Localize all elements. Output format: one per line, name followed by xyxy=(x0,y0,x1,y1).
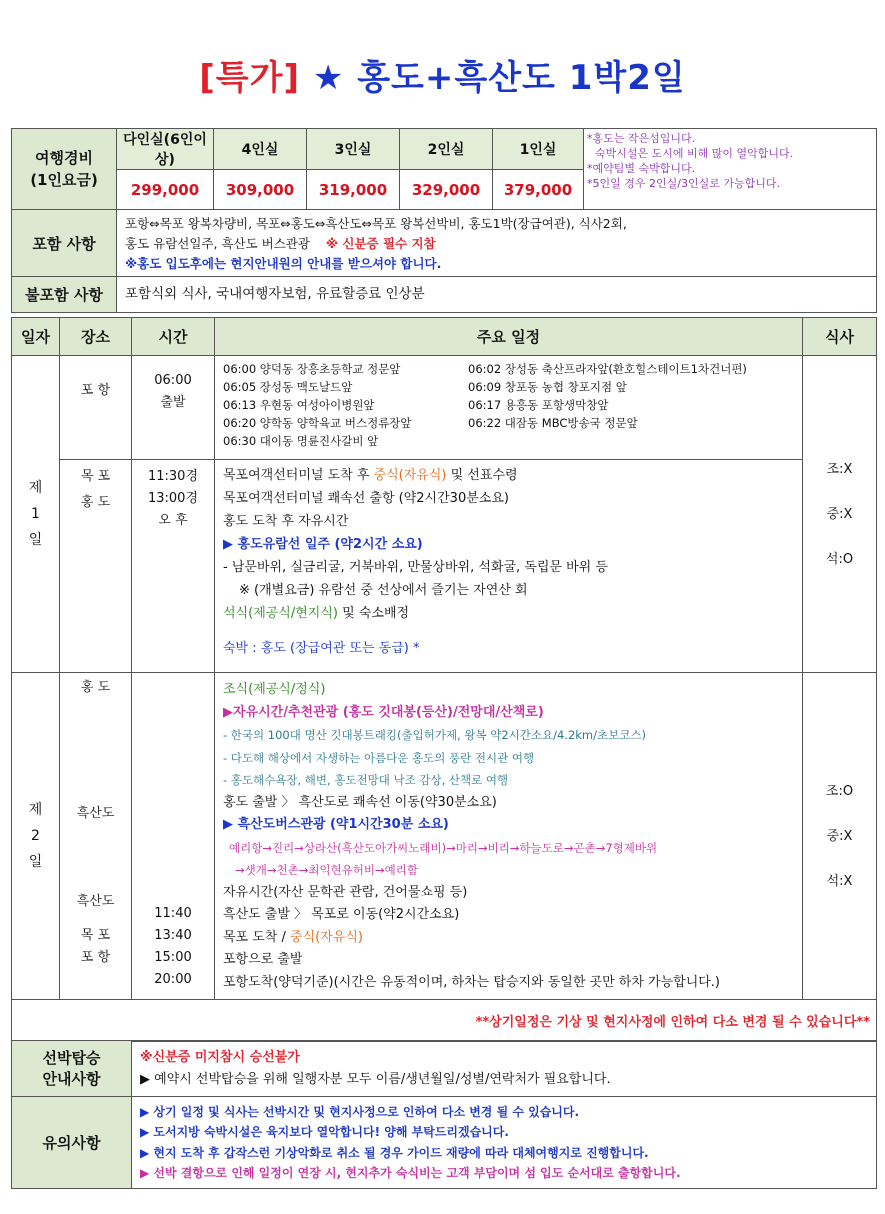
excluded-label: 불포함 사항 xyxy=(12,277,117,313)
pickup-stops xyxy=(215,356,803,460)
excluded-content: 포함식외 식사, 국내여행자보험, 유료할증료 인상분 xyxy=(117,277,877,313)
room-type: 1인실 xyxy=(493,129,584,170)
included-label: 포함 사항 xyxy=(12,210,117,277)
day2-places: 홍 도 흑산도 흑산도 목 포 포 항 xyxy=(60,673,132,1000)
day2-itinerary: 조식(제공식/정식) ▶자유시간/추천관광 (홍도 깃대봉(등산)/전망대/산책로) - 한국의 100대 명산 깃대봉트래킹(출입허가제, 왕복 약2시간소요/4.2km/초보코스) - 다도해 해상에서 자생하는 아름다운 홍도의 풍란 전시관 여행 - 홍도해수욕장, 해변, 홍도전망대 낙조 감상, 산책로 여행 홍도 출발 〉 흑산도로 쾌속선 이동(약30분소요) ▶ 흑산도버스관광 (약1시간30분 소요) 예리항→진리→상라산(흑산도아가씨노래비)→마리→비리→하늘도로→곤촌→7형제바위 →샛개→천촌→최익현유허비→예리함 자유시간(자산 문학관 관람, 건어물쇼핑 등) 흑산도 출발 〉 목포로 이동(약2시간소요) 목포 도착 / 중식(자유식) 포항으로 출발 포항도착(양덕기준)(시간은 유동적이며, 하차는 탑승지와 동일한 곳만 하차 가능합니다.) xyxy=(215,673,803,1000)
day1-departure-time: 06:00 출발 xyxy=(132,356,215,460)
price-table xyxy=(11,128,877,313)
price-label: 여행경비 (1인요금) xyxy=(12,129,117,210)
stop: 06:20 양학동 양학육교 버스정류장앞 xyxy=(223,416,412,430)
included-content: 포항⇔목포 왕복차량비, 목포⇔홍도⇔흑산도⇔목포 왕복선박비, 홍도1박(장급여관), 식사2회, 홍도 유람선일주, 흑산도 버스관광 ※ 신분증 필수 지참 ※홍도 입도후에는 현지안내원의 안내를 받으셔야 합니다. xyxy=(117,210,877,277)
stop: 06:22 대잠동 MBC방송국 정문앞 xyxy=(468,416,638,430)
day2-meals: 조:O 중:X 석:X xyxy=(803,673,877,1000)
stop xyxy=(468,432,794,450)
caution-item: ▶ 상기 일정 및 식사는 선박시간 및 현지사정으로 인하여 다소 변경 될 수 있습니다. xyxy=(140,1104,580,1119)
header-time: 시간 xyxy=(132,318,215,356)
stop: 06:09 창포동 농협 창포지점 앞 xyxy=(468,380,627,394)
day2-label: 제 2 일 xyxy=(12,673,60,1000)
price-value: 329,000 xyxy=(400,170,493,210)
room-type: 2인실 xyxy=(400,129,493,170)
stop: 06:00 양덕동 장흥초등학교 정문앞 xyxy=(223,362,401,376)
day1-place-pohang: 포 항 xyxy=(60,356,132,460)
stop: 06:30 대이동 명륜진사갈비 앞 xyxy=(223,434,379,448)
header-schedule: 주요 일정 xyxy=(215,318,803,356)
day1-itinerary: 목포여객선터미널 도착 후 중식(자유식) 및 선표수령 목포여객선터미널 쾌속선 출항 (약2시간30분소요) 홍도 도착 후 자유시간 ▶ 홍도유람선 일주 (약2시간 소요) - 남문바위, 실금리굴, 거북바위, 만물상바위, 석화굴, 독립문 바위 등 ※ (개별요금) 유람선 중 선상에서 즐기는 자연산 회 석식(제공식/현지식) 및 숙소배정 숙박 : 홍도 (장급여관 또는 동급) * xyxy=(215,460,803,673)
header-meal: 식사 xyxy=(803,318,877,356)
page-title xyxy=(0,50,885,99)
boarding-content: ※신분증 미지참시 승선불가 ▶ 예약시 선박탑승을 위해 일행자분 모두 이름/생년월일/성별/연락처가 필요합니다. xyxy=(132,1041,877,1097)
stop: 06:17 용흥동 포항생막창앞 xyxy=(468,398,609,412)
caution-label: 유의사항 xyxy=(12,1097,132,1189)
day1-label: 제 1 일 xyxy=(12,356,60,673)
price-value: 319,000 xyxy=(307,170,400,210)
day1-times: 11:30경 13:00경 오 후 xyxy=(132,460,215,673)
caution-item: ▶ 현지 도착 후 갑작스런 기상악화로 취소 될 경우 가이드 재량에 따라 대체여행지로 진행합니다. xyxy=(140,1145,649,1160)
boarding-label: 선박탑승 안내사항 xyxy=(12,1041,132,1097)
stop: 06:02 장성동 축산프라자앞(환호힐스테이트1차건너편) xyxy=(468,362,747,376)
room-type: 다인실(6인이상) xyxy=(117,129,214,170)
price-notes: *홍도는 작은섬입니다. 숙박시설은 도시에 비해 많이 열악합니다. *예약팀별 숙박합니다. *5인일 경우 2인실/3인실로 가능합니다. xyxy=(584,129,877,210)
caution-item: ▶ 도서지방 숙박시설은 육지보다 열악합니다! 양해 부탁드리겠습니다. xyxy=(140,1125,509,1139)
stop: 06:05 장성동 맥도날드앞 xyxy=(223,380,353,394)
caution-content xyxy=(132,1097,877,1189)
guide-table xyxy=(11,1040,877,1189)
room-type: 4인실 xyxy=(214,129,307,170)
schedule-table xyxy=(11,317,877,1042)
title-main: ★ 홍도+흑산도 1박2일 xyxy=(312,58,686,98)
room-type: 3인실 xyxy=(307,129,400,170)
stop: 06:13 우현동 여성아이병원앞 xyxy=(223,398,375,412)
title-bracket: [특가] xyxy=(199,58,301,98)
price-value: 309,000 xyxy=(214,170,307,210)
header-day: 일자 xyxy=(12,318,60,356)
day2-times: 11:40 13:40 15:00 20:00 xyxy=(132,673,215,1000)
price-value: 299,000 xyxy=(117,170,214,210)
day1-places: 목 포 홍 도 xyxy=(60,460,132,673)
caution-item: ▶ 선박 결항으로 인해 일정이 연장 시, 현지추가 숙식비는 고객 부담이며 섬 입도 순서대로 출항합니다. xyxy=(140,1166,681,1180)
price-value: 379,000 xyxy=(493,170,584,210)
day1-meals: 조:X 중:X 석:O xyxy=(803,356,877,673)
schedule-notice: **상기일정은 기상 및 현지사정에 인하여 다소 변경 될 수 있습니다** xyxy=(12,1000,877,1042)
header-place: 장소 xyxy=(60,318,132,356)
